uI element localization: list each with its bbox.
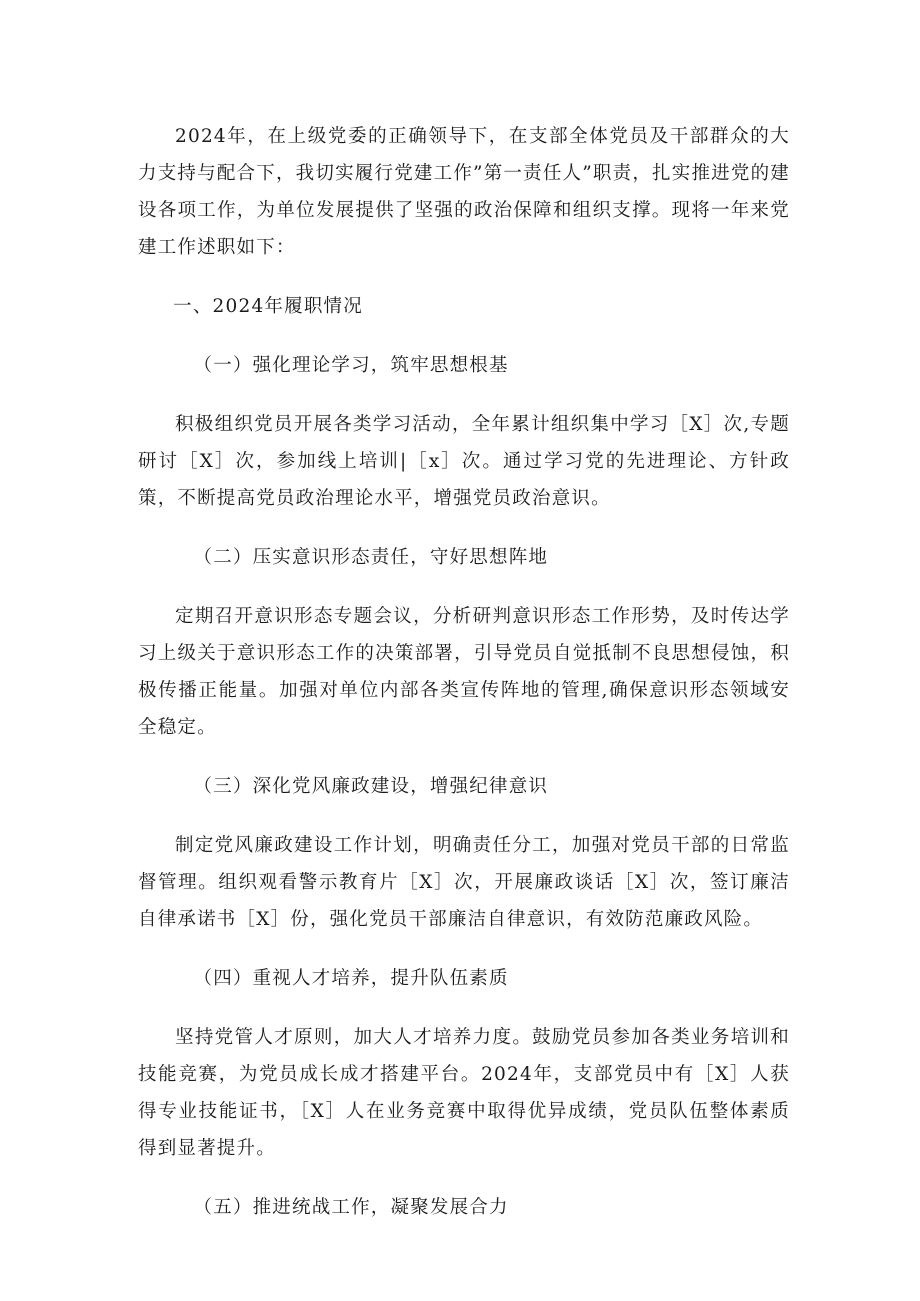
subsection-heading: （二）压实意识形态责任，守好思想阵地	[193, 547, 549, 568]
subsection-heading: （五）推进统战工作，凝聚发展合力	[193, 1197, 509, 1218]
intro-paragraph: 2024年，在上级党委的正确领导下，在支部全体党员及干部群众的大力支持与配合下，我切实履行党建工作”第一责任人”职责，扎实推进党的建设各项工作，为单位发展提供了坚强的政治保障和组织支撑。现将一年来党建工作述职如下：	[138, 126, 790, 258]
document-body	[138, 118, 790, 1226]
subsection-paragraph: 积极组织党员开展各类学习活动，全年累计组织集中学习［X］次,专题研讨［X］次，参加线上培训|［x］次。通过学习党的先进理论、方针政策，不断提高党员政治理论水平，增强党员政治意识。	[138, 414, 790, 509]
subsection-paragraph: 坚持党管人才原则，加大人才培养力度。鼓励党员参加各类业务培训和技能竞赛，为党员成长成才搭建平台。2024年，支部党员中有［X］人获得专业技能证书，［X］人在业务竞赛中取得优异成绩，党员队伍整体素质得到显著提升。	[138, 1027, 790, 1159]
subsection-heading: （四）重视人才培养，提升队伍素质	[193, 968, 509, 989]
subsection-paragraph: 定期召开意识形态专题会议，分析研判意识形态工作形势，及时传达学习上级关于意识形态工作的决策部署，引导党员自觉抵制不良思想侵蚀，积极传播正能量。加强对单位内部各类宣传阵地的管理,确保意识形态领域安全稳定。	[138, 606, 790, 738]
subsection-paragraph: 制定党风廉政建设工作计划，明确责任分工，加强对党员干部的日常监督管理。组织观看警示教育片［X］次，开展廉政谈话［X］次，签订廉洁自律承诺书［X］份，强化党员干部廉洁自律意识，有效防范廉政风险。	[138, 835, 790, 930]
subsection-heading: （三）深化党风廉政建设，增强纪律意识	[193, 776, 549, 797]
subsection-heading: （一）强化理论学习，筑牢思想根基	[193, 355, 509, 376]
section-heading: 一、2024年履职情况	[173, 296, 363, 317]
